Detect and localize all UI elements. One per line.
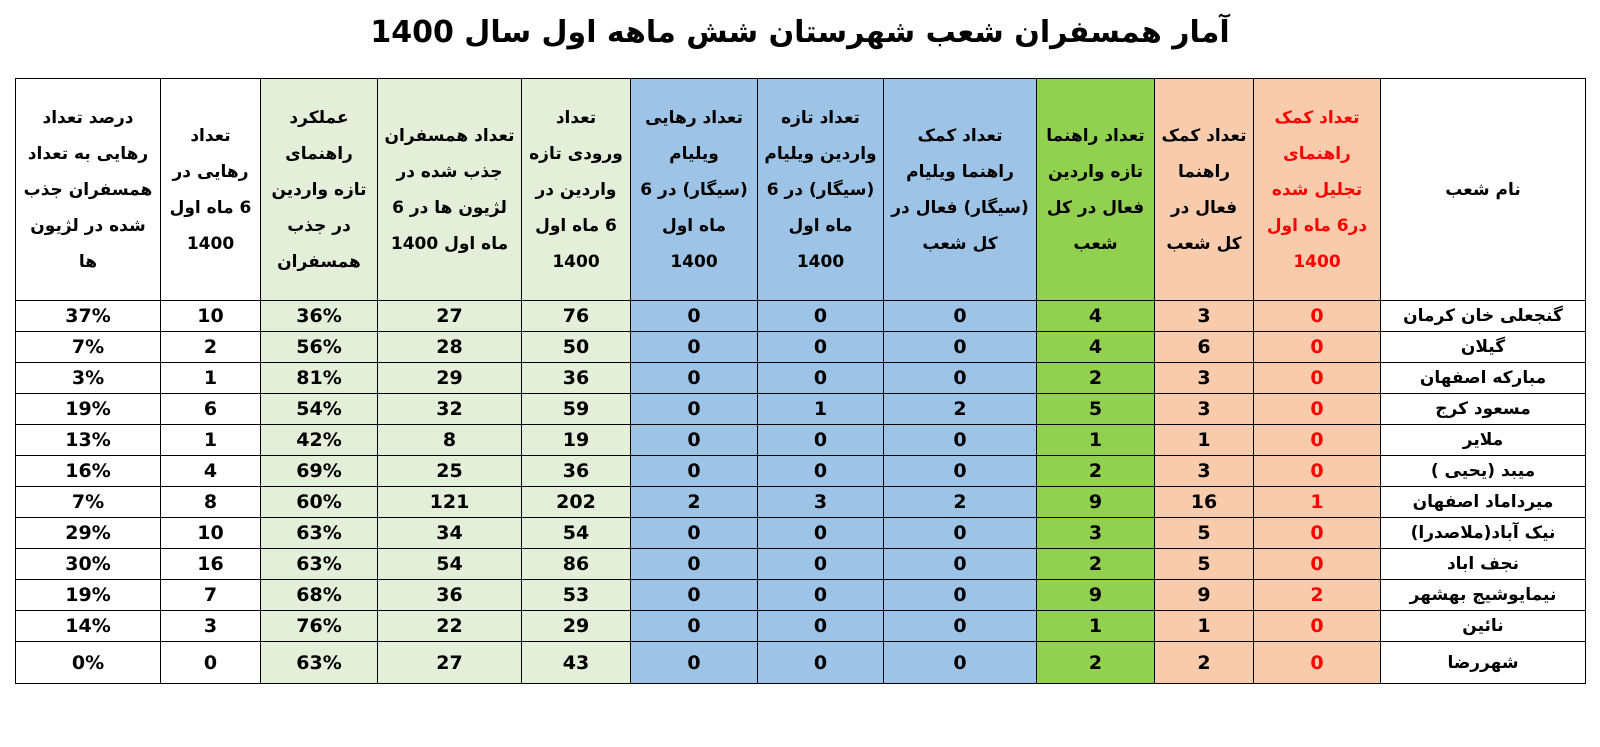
table-row <box>16 301 1586 332</box>
column-header-attracted: تعداد همسفران جذب شده در لژیون ها در 6 ماه اول 1400 <box>378 79 522 301</box>
cell-honored: 1 <box>1254 487 1381 518</box>
cell-attracted: 32 <box>378 394 522 425</box>
cell-helper: 5 <box>1155 549 1254 580</box>
cell-newguide: 4 <box>1037 332 1155 363</box>
column-header-newguide: تعداد راهنما تازه واردین فعال در کل شعب <box>1037 79 1155 301</box>
column-header-name: نام شعب <box>1381 79 1586 301</box>
cell-honored: 2 <box>1254 580 1381 611</box>
cell-attracted: 34 <box>378 518 522 549</box>
cell-attracted: 8 <box>378 425 522 456</box>
cell-newguide: 9 <box>1037 487 1155 518</box>
cell-newcomers: 43 <box>522 642 631 684</box>
cell-performance: 42% <box>261 425 378 456</box>
cell-william_helper: 0 <box>884 580 1037 611</box>
cell-performance: 76% <box>261 611 378 642</box>
cell-newguide: 2 <box>1037 642 1155 684</box>
cell-release: 3 <box>161 611 261 642</box>
cell-william_new: 0 <box>758 456 884 487</box>
cell-performance: 63% <box>261 549 378 580</box>
cell-percent: 37% <box>16 301 161 332</box>
cell-william_release: 0 <box>631 456 758 487</box>
cell-william_release: 0 <box>631 642 758 684</box>
cell-william_release: 0 <box>631 332 758 363</box>
cell-name: شهررضا <box>1381 642 1586 684</box>
column-header-helper: تعداد کمک راهنما فعال در کل شعب <box>1155 79 1254 301</box>
cell-newcomers: 36 <box>522 363 631 394</box>
cell-honored: 0 <box>1254 642 1381 684</box>
cell-william_helper: 0 <box>884 301 1037 332</box>
cell-william_helper: 0 <box>884 363 1037 394</box>
cell-honored: 0 <box>1254 363 1381 394</box>
cell-percent: 30% <box>16 549 161 580</box>
cell-percent: 16% <box>16 456 161 487</box>
cell-attracted: 54 <box>378 549 522 580</box>
table-row <box>16 332 1586 363</box>
table-row <box>16 518 1586 549</box>
column-header-william_new: تعداد تازه واردین ویلیام (سیگار) در 6 ماه اول 1400 <box>758 79 884 301</box>
cell-release: 10 <box>161 301 261 332</box>
cell-percent: 13% <box>16 425 161 456</box>
cell-percent: 7% <box>16 487 161 518</box>
cell-william_new: 0 <box>758 642 884 684</box>
cell-newcomers: 36 <box>522 456 631 487</box>
cell-helper: 5 <box>1155 518 1254 549</box>
cell-honored: 0 <box>1254 301 1381 332</box>
cell-william_new: 0 <box>758 549 884 580</box>
cell-newguide: 9 <box>1037 580 1155 611</box>
cell-performance: 63% <box>261 642 378 684</box>
cell-william_helper: 0 <box>884 642 1037 684</box>
cell-release: 2 <box>161 332 261 363</box>
column-header-newcomers: تعداد ورودی تازه واردین در 6 ماه اول 1400 <box>522 79 631 301</box>
cell-newcomers: 59 <box>522 394 631 425</box>
table-row <box>16 642 1586 684</box>
cell-william_new: 0 <box>758 301 884 332</box>
cell-percent: 29% <box>16 518 161 549</box>
cell-helper: 1 <box>1155 425 1254 456</box>
cell-honored: 0 <box>1254 611 1381 642</box>
cell-newguide: 1 <box>1037 425 1155 456</box>
table-row <box>16 456 1586 487</box>
cell-helper: 3 <box>1155 301 1254 332</box>
table-row <box>16 394 1586 425</box>
cell-percent: 0% <box>16 642 161 684</box>
column-header-honored: تعداد کمک راهنمای تجلیل شده در6 ماه اول 1400 <box>1254 79 1381 301</box>
cell-release: 4 <box>161 456 261 487</box>
cell-attracted: 121 <box>378 487 522 518</box>
table-row <box>16 549 1586 580</box>
cell-attracted: 27 <box>378 642 522 684</box>
table-body <box>16 301 1586 684</box>
cell-william_new: 0 <box>758 580 884 611</box>
cell-performance: 69% <box>261 456 378 487</box>
cell-performance: 81% <box>261 363 378 394</box>
cell-william_helper: 0 <box>884 456 1037 487</box>
cell-helper: 16 <box>1155 487 1254 518</box>
cell-name: نائین <box>1381 611 1586 642</box>
cell-performance: 60% <box>261 487 378 518</box>
column-header-percent: درصد تعداد رهایی به تعداد همسفران جذب شده در لژیون ها <box>16 79 161 301</box>
cell-william_release: 0 <box>631 425 758 456</box>
cell-newcomers: 50 <box>522 332 631 363</box>
cell-release: 6 <box>161 394 261 425</box>
cell-performance: 63% <box>261 518 378 549</box>
branch-stats-table <box>15 78 1586 684</box>
cell-performance: 36% <box>261 301 378 332</box>
cell-name: مسعود کرج <box>1381 394 1586 425</box>
cell-release: 10 <box>161 518 261 549</box>
table-row <box>16 611 1586 642</box>
cell-attracted: 22 <box>378 611 522 642</box>
cell-attracted: 28 <box>378 332 522 363</box>
cell-newguide: 4 <box>1037 301 1155 332</box>
cell-release: 7 <box>161 580 261 611</box>
table-row <box>16 487 1586 518</box>
cell-honored: 0 <box>1254 425 1381 456</box>
cell-helper: 6 <box>1155 332 1254 363</box>
cell-william_new: 0 <box>758 425 884 456</box>
cell-performance: 68% <box>261 580 378 611</box>
cell-william_new: 0 <box>758 611 884 642</box>
cell-newcomers: 29 <box>522 611 631 642</box>
cell-newcomers: 86 <box>522 549 631 580</box>
table-row <box>16 425 1586 456</box>
cell-percent: 19% <box>16 580 161 611</box>
column-header-william_helper: تعداد کمک راهنما ویلیام (سیگار) فعال در کل شعب <box>884 79 1037 301</box>
cell-percent: 14% <box>16 611 161 642</box>
cell-helper: 2 <box>1155 642 1254 684</box>
cell-newguide: 2 <box>1037 456 1155 487</box>
cell-honored: 0 <box>1254 456 1381 487</box>
column-header-release: تعداد رهایی در 6 ماه اول 1400 <box>161 79 261 301</box>
cell-release: 8 <box>161 487 261 518</box>
cell-release: 1 <box>161 425 261 456</box>
cell-name: میرداماد اصفهان <box>1381 487 1586 518</box>
cell-name: نجف اباد <box>1381 549 1586 580</box>
cell-honored: 0 <box>1254 518 1381 549</box>
cell-helper: 3 <box>1155 394 1254 425</box>
cell-newguide: 2 <box>1037 363 1155 394</box>
cell-helper: 3 <box>1155 456 1254 487</box>
column-header-william_release: تعداد رهایی ویلیام (سیگار) در 6 ماه اول 1400 <box>631 79 758 301</box>
cell-name: ملایر <box>1381 425 1586 456</box>
cell-newcomers: 76 <box>522 301 631 332</box>
cell-newcomers: 19 <box>522 425 631 456</box>
cell-performance: 56% <box>261 332 378 363</box>
cell-helper: 1 <box>1155 611 1254 642</box>
cell-william_release: 0 <box>631 611 758 642</box>
cell-honored: 0 <box>1254 549 1381 580</box>
header-row <box>16 79 1586 301</box>
table-row <box>16 580 1586 611</box>
cell-william_helper: 0 <box>884 332 1037 363</box>
cell-william_new: 0 <box>758 518 884 549</box>
cell-attracted: 25 <box>378 456 522 487</box>
cell-name: گیلان <box>1381 332 1586 363</box>
cell-release: 1 <box>161 363 261 394</box>
cell-percent: 7% <box>16 332 161 363</box>
cell-newguide: 1 <box>1037 611 1155 642</box>
cell-william_release: 0 <box>631 363 758 394</box>
cell-william_release: 0 <box>631 301 758 332</box>
cell-honored: 0 <box>1254 332 1381 363</box>
cell-newguide: 3 <box>1037 518 1155 549</box>
cell-william_release: 0 <box>631 394 758 425</box>
cell-performance: 54% <box>261 394 378 425</box>
cell-helper: 3 <box>1155 363 1254 394</box>
cell-william_helper: 2 <box>884 394 1037 425</box>
page-title: آمار همسفران شعب شهرستان شش ماهه اول سال 1400 <box>370 15 1230 50</box>
cell-william_helper: 0 <box>884 549 1037 580</box>
cell-percent: 3% <box>16 363 161 394</box>
cell-name: مبارکه اصفهان <box>1381 363 1586 394</box>
cell-william_helper: 0 <box>884 611 1037 642</box>
cell-william_release: 0 <box>631 580 758 611</box>
cell-honored: 0 <box>1254 394 1381 425</box>
cell-release: 0 <box>161 642 261 684</box>
cell-william_helper: 2 <box>884 487 1037 518</box>
cell-william_release: 0 <box>631 549 758 580</box>
cell-attracted: 27 <box>378 301 522 332</box>
cell-name: نیک آباد(ملاصدرا) <box>1381 518 1586 549</box>
table-row <box>16 363 1586 394</box>
cell-newcomers: 54 <box>522 518 631 549</box>
cell-william_new: 3 <box>758 487 884 518</box>
cell-percent: 19% <box>16 394 161 425</box>
cell-william_new: 0 <box>758 363 884 394</box>
cell-william_new: 0 <box>758 332 884 363</box>
cell-attracted: 36 <box>378 580 522 611</box>
cell-william_helper: 0 <box>884 518 1037 549</box>
cell-newguide: 5 <box>1037 394 1155 425</box>
cell-william_helper: 0 <box>884 425 1037 456</box>
cell-name: گنجعلی خان کرمان <box>1381 301 1586 332</box>
cell-william_release: 0 <box>631 518 758 549</box>
cell-name: میبد (یحیی ) <box>1381 456 1586 487</box>
cell-newcomers: 53 <box>522 580 631 611</box>
table-header <box>16 79 1586 301</box>
cell-newcomers: 202 <box>522 487 631 518</box>
cell-release: 16 <box>161 549 261 580</box>
cell-william_release: 2 <box>631 487 758 518</box>
cell-william_new: 1 <box>758 394 884 425</box>
cell-name: نیمایوشیج بهشهر <box>1381 580 1586 611</box>
cell-newguide: 2 <box>1037 549 1155 580</box>
column-header-performance: عملکرد راهنمای تازه واردین در جذب همسفران <box>261 79 378 301</box>
cell-helper: 9 <box>1155 580 1254 611</box>
cell-attracted: 29 <box>378 363 522 394</box>
